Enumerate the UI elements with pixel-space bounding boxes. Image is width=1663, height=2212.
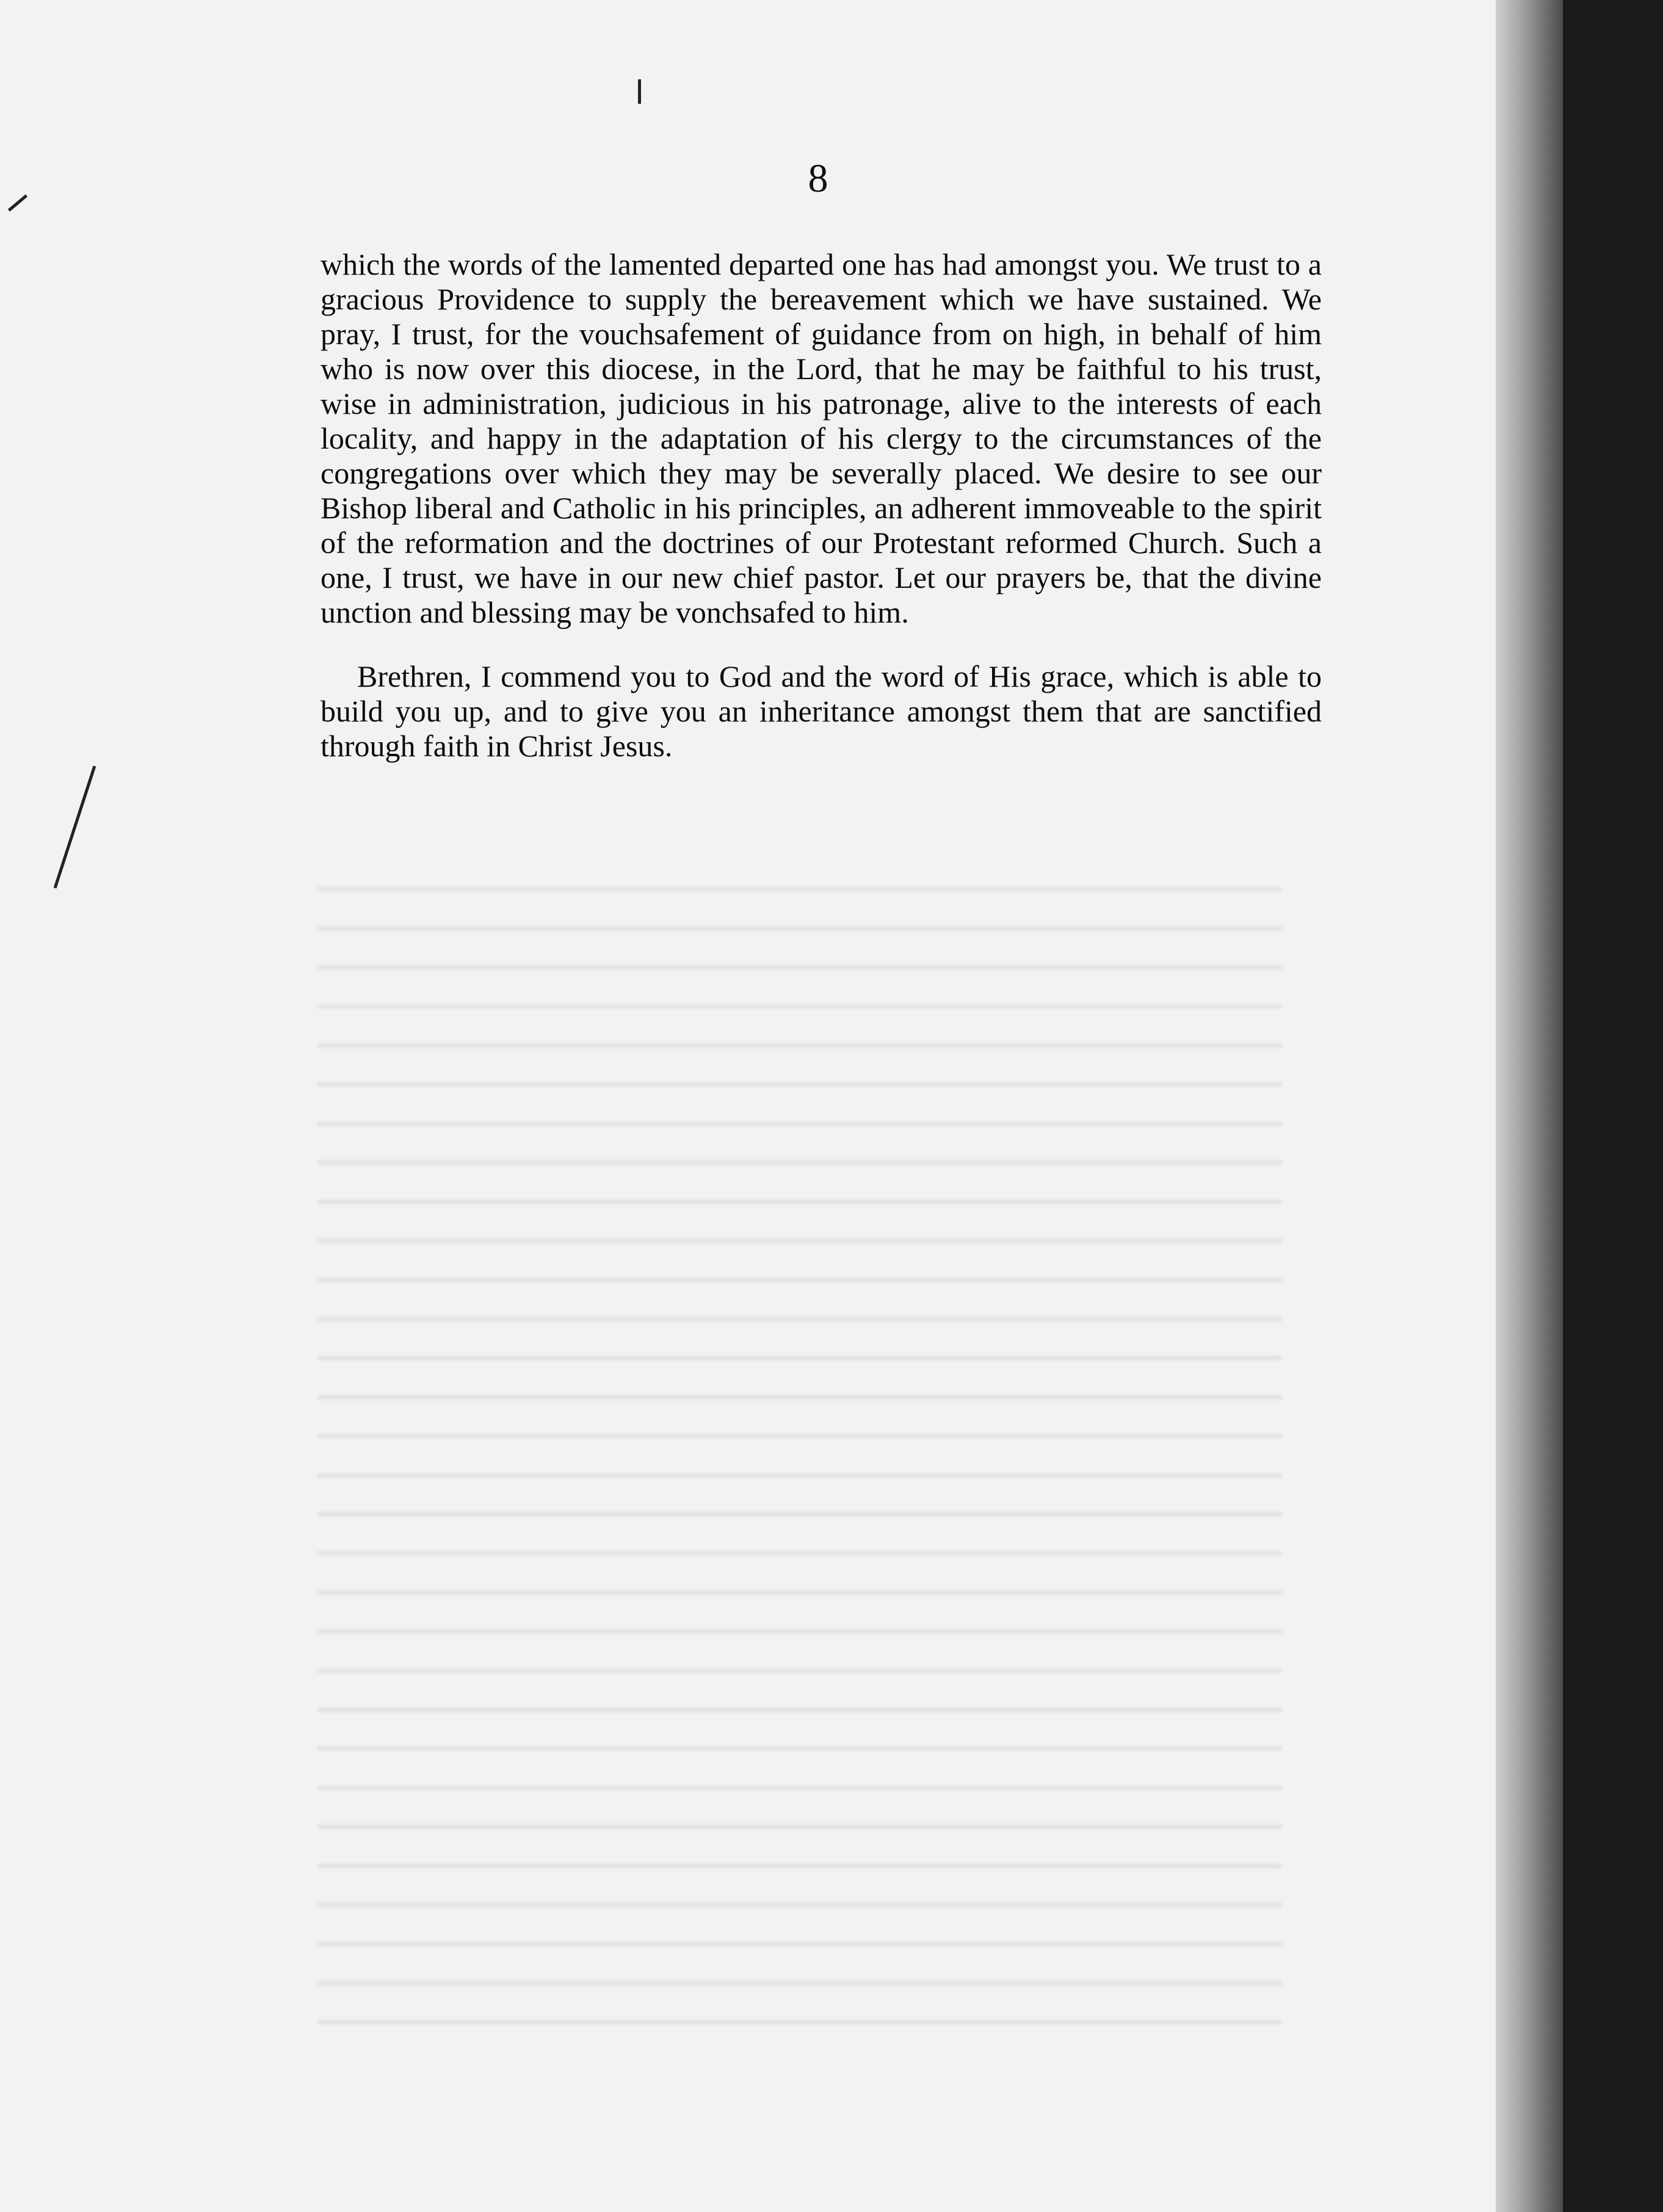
show-through-texture bbox=[317, 867, 1282, 2026]
body-text bbox=[321, 247, 1322, 764]
scan-mark bbox=[638, 79, 641, 104]
paragraph: which the words of the lamented departed one has had amongst you. We trust to a gracious Providence to supply the bereavement which we have sustained. We pray, I trust, for the vouchsafement of guidance from on high, in behalf of him who is now over this diocese, in the Lord, that he may be faithful to his trust, wise in administration, judicious in his patronage, alive to the interests of each locality, and happy in the adaptation of his clergy to the circumstances of the congregations over which they may be severally placed. We desire to see our Bishop liberal and Catholic in his principles, an adherent immoveable to the spirit of the reformation and the doctrines of our Protestant reformed Church. Such a one, I trust, we have in our new chief pastor. Let our prayers be, that the divine unction and blessing may be vonchsafed to him. bbox=[321, 247, 1322, 629]
scan-mark bbox=[54, 765, 96, 888]
page-edge bbox=[1496, 0, 1563, 2212]
scan-mark bbox=[8, 194, 27, 211]
scan-background bbox=[1563, 0, 1663, 2212]
page-number: 8 bbox=[808, 156, 828, 201]
paragraph: Brethren, I commend you to God and the word of His grace, which is able to build you up, and to give you an inheritance amongst them that are sanctified through faith in Christ Jesus. bbox=[321, 659, 1322, 763]
